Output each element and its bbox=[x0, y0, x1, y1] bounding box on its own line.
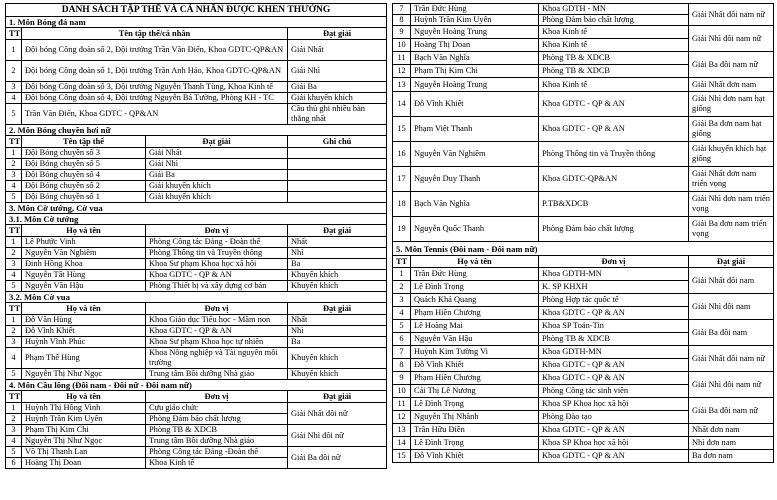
row-name: Lê Đình Trọng bbox=[411, 437, 539, 450]
row-name: Lê Đình Trọng bbox=[411, 281, 539, 294]
row-name: Nguyễn Văn Hậu bbox=[22, 281, 146, 292]
row-name: Đỗ Vĩnh Khiết bbox=[411, 92, 539, 117]
row-name: Trần Đức Hùng bbox=[411, 4, 539, 15]
row-note bbox=[288, 181, 387, 192]
row-name: Phạm Thị Kim Chi bbox=[411, 65, 539, 78]
row-name: Đinh Hồng Khoa bbox=[22, 259, 146, 270]
row-name: Nguyễn Thị Nhành bbox=[411, 411, 539, 424]
row-award: Nhì đơn nam bbox=[689, 437, 774, 450]
row-tt: 15 bbox=[393, 450, 411, 463]
col-header-name: Họ và tên bbox=[22, 391, 146, 403]
row-unit: Khoa GDTC - QP & AN bbox=[539, 450, 689, 463]
row-award: Nhất đơn nam bbox=[689, 424, 774, 437]
row-name: Nguyễn Tất Hùng bbox=[22, 270, 146, 281]
col-header-tt: TT bbox=[393, 256, 411, 268]
row-name: Huỳnh Trần Kim Uyên bbox=[411, 15, 539, 26]
row-name: Nguyễn Văn Hậu bbox=[411, 333, 539, 346]
row-note bbox=[288, 192, 387, 203]
row-tt: 5 bbox=[6, 192, 22, 203]
row-unit: Khoa Kinh tế bbox=[539, 26, 689, 39]
row-team: Đội Bóng chuyền số 5 bbox=[22, 159, 146, 170]
row-unit: Trung tâm Bồi dưỡng Nhà giáo bbox=[146, 369, 288, 380]
row-tt: 15 bbox=[393, 117, 411, 142]
row-award: Giải Nhì đôi nam nữ bbox=[689, 26, 774, 52]
row-tt: 8 bbox=[393, 359, 411, 372]
row-unit: Khoa GDTC - QP & AN bbox=[539, 372, 689, 385]
col-header-tt: TT bbox=[6, 391, 22, 403]
row-name: Đội bóng Công đoàn số 1, Đội trưởng Trần Anh Hảo, Khoa GDTC-QP&AN bbox=[22, 61, 288, 82]
row-unit: Khoa GDTC - QP & AN bbox=[146, 270, 288, 281]
col-header-tt: TT bbox=[6, 28, 22, 40]
row-unit: Cựu giáo chức bbox=[146, 403, 288, 414]
row-unit: Khoa GDTC-QP&AN bbox=[539, 167, 689, 192]
row-team: Đội Bóng chuyền số 2 bbox=[22, 181, 146, 192]
col-header-name: Họ và tên bbox=[22, 303, 146, 315]
row-award: Khuyến khích bbox=[288, 281, 387, 292]
row-name: Nguyễn Hoàng Trung bbox=[411, 26, 539, 39]
row-tt: 4 bbox=[6, 348, 22, 369]
col-header-tt: TT bbox=[6, 225, 22, 237]
row-tt: 1 bbox=[6, 403, 22, 414]
row-tt: 4 bbox=[393, 307, 411, 320]
row-tt: 1 bbox=[6, 40, 22, 61]
row-unit: Phòng Thiết bị và xây dựng cơ bản bbox=[146, 281, 288, 292]
row-tt: 3 bbox=[6, 82, 22, 93]
row-name: Huỳnh Trần Kim Uyên bbox=[22, 414, 146, 425]
row-tt: 1 bbox=[6, 315, 22, 326]
row-tt: 2 bbox=[6, 61, 22, 82]
row-note bbox=[288, 170, 387, 181]
col-header-award: Đạt giải bbox=[689, 256, 774, 268]
awards-table-left bbox=[5, 3, 387, 469]
row-unit: Phòng TB & XDCB bbox=[539, 65, 689, 78]
row-award: Giải khuyến khích bbox=[288, 93, 387, 104]
row-award: Nhất bbox=[288, 237, 387, 248]
section-football-heading: 1. Môn Bóng đá nam bbox=[6, 17, 387, 28]
row-name: Huỳnh Thị Hồng Vinh bbox=[22, 403, 146, 414]
row-name: Hoàng Thị Doan bbox=[411, 39, 539, 52]
row-tt: 5 bbox=[6, 104, 22, 125]
row-tt: 2 bbox=[6, 159, 22, 170]
row-award: Khuyến khích bbox=[288, 348, 387, 369]
row-tt: 2 bbox=[6, 326, 22, 337]
row-tt: 8 bbox=[393, 15, 411, 26]
row-tt: 13 bbox=[393, 424, 411, 437]
row-award: Khuyến khích bbox=[288, 369, 387, 380]
col-header-award: Đạt giải bbox=[288, 303, 387, 315]
col-header-unit: Đơn vị bbox=[539, 256, 689, 268]
row-name: Phạm Hiền Chương bbox=[411, 372, 539, 385]
row-award: Giải Nhất đôi nữ bbox=[288, 403, 387, 425]
row-name: Lê Phước Vinh bbox=[22, 237, 146, 248]
row-award: Giải Nhất bbox=[146, 148, 288, 159]
row-award: Giải Nhất đôi nam nữ bbox=[689, 4, 774, 26]
row-name: Đỗ Văn Hùng bbox=[22, 315, 146, 326]
row-unit: Phòng TB & XDCB bbox=[539, 333, 689, 346]
row-tt: 19 bbox=[393, 217, 411, 242]
row-award: Giải Nhì bbox=[146, 159, 288, 170]
row-unit: Khoa Kinh tế bbox=[539, 39, 689, 52]
row-unit: Khoa GDTH-MN bbox=[539, 268, 689, 281]
row-tt: 6 bbox=[393, 333, 411, 346]
row-tt: 12 bbox=[393, 411, 411, 424]
col-header-award: Đạt giải bbox=[288, 28, 387, 40]
row-name: Huỳnh Kim Tường Vi bbox=[411, 346, 539, 359]
row-tt: 16 bbox=[393, 142, 411, 167]
row-award: Ba bbox=[288, 259, 387, 270]
row-name: Đội bóng Công đoàn số 3, Đội trưởng Nguyễn Thanh Tùng, Khoa Kinh tế bbox=[22, 82, 288, 93]
row-award: Ba bbox=[288, 337, 387, 348]
row-tt: 17 bbox=[393, 167, 411, 192]
row-tt: 9 bbox=[393, 372, 411, 385]
row-tt: 13 bbox=[393, 78, 411, 92]
section-badminton-heading: 4. Môn Cầu lông (Đôi nam - Đôi nữ - Đôi nam nữ) bbox=[6, 380, 387, 391]
row-unit: Phòng Hợp tác quốc tế bbox=[539, 294, 689, 307]
row-award: Giải Nhì đôi nữ bbox=[288, 425, 387, 447]
row-award: Nhì bbox=[288, 326, 387, 337]
row-award: Giải Nhì đôi nam nữ bbox=[689, 372, 774, 398]
col-header-team: Tên tập thể bbox=[22, 136, 146, 148]
col-header-name: Họ và tên bbox=[411, 256, 539, 268]
row-team: Đội Bóng chuyền số 4 bbox=[22, 170, 146, 181]
subsection-chess-heading: 3.2. Môn Cờ vua bbox=[6, 292, 387, 303]
row-award: Giải khuyến khích bbox=[146, 192, 288, 203]
row-name: Phạm Thị Kim Chi bbox=[22, 425, 146, 436]
row-name: Võ Thị Thanh Lan bbox=[22, 447, 146, 458]
row-tt: 5 bbox=[6, 369, 22, 380]
row-award: Giải Nhất bbox=[288, 40, 387, 61]
row-award: Giải Nhì đơn nam hạt giống bbox=[689, 92, 774, 117]
row-tt: 1 bbox=[6, 237, 22, 248]
row-award: Giải Nhì bbox=[288, 61, 387, 82]
col-header-unit: Đơn vị bbox=[146, 303, 288, 315]
right-column bbox=[392, 3, 773, 463]
row-award: Giải Ba bbox=[146, 170, 288, 181]
row-unit: Phòng Công tác Đảng - Đoàn thể bbox=[146, 237, 288, 248]
col-header-name: Tên tập thể/cá nhân bbox=[22, 28, 288, 40]
row-name: Nguyễn Thị Như Ngọc bbox=[22, 369, 146, 380]
row-tt: 5 bbox=[6, 447, 22, 458]
row-tt: 2 bbox=[6, 414, 22, 425]
row-unit: Khoa SP Toán-Tin bbox=[539, 320, 689, 333]
row-tt: 6 bbox=[6, 458, 22, 469]
col-header-tt: TT bbox=[6, 136, 22, 148]
row-name: Phạm Thế Hùng bbox=[22, 348, 146, 369]
row-award: Giải Ba đơn nam hạt giống bbox=[689, 117, 774, 142]
row-award: Cầu thủ ghi nhiều bàn thắng nhất bbox=[288, 104, 387, 125]
section-tennis-heading: 5. Môn Tennis (Đôi nam - Đôi nam nữ) bbox=[393, 242, 774, 256]
row-unit: Khoa GDTC - QP & AN bbox=[539, 92, 689, 117]
row-award: Giải Ba đôi nam bbox=[689, 320, 774, 346]
row-unit: Khoa GDTC - QP & AN bbox=[539, 117, 689, 142]
row-name: Đội bóng Công đoàn số 4, Đội trưởng Nguyễn Bá Tường, Phòng KH - TC bbox=[22, 93, 288, 104]
subsection-xiangqi-heading: 3.1. Môn Cờ tướng bbox=[6, 214, 387, 225]
row-unit: Khoa Giáo dục Tiểu học - Mầm non bbox=[146, 315, 288, 326]
row-tt: 11 bbox=[393, 52, 411, 65]
row-unit: Phòng Đảm bảo chất lượng bbox=[539, 15, 689, 26]
row-tt: 11 bbox=[393, 398, 411, 411]
row-name: Nguyễn Văn Nghiêm bbox=[411, 142, 539, 167]
row-award: Giải Nhất đôi nam bbox=[689, 268, 774, 294]
col-header-name: Họ và tên bbox=[22, 225, 146, 237]
row-tt: 3 bbox=[6, 337, 22, 348]
row-unit: Trung tâm Bồi dưỡng Nhà giáo bbox=[146, 436, 288, 447]
section-chess-heading: 3. Môn Cờ tướng, Cờ vua bbox=[6, 203, 387, 214]
row-tt: 4 bbox=[6, 93, 22, 104]
row-award: Nhất bbox=[288, 315, 387, 326]
row-name: Đỗ Vĩnh Khiết bbox=[411, 359, 539, 372]
row-name: Hoàng Thị Doan bbox=[22, 458, 146, 469]
row-unit: Khoa GDTC - QP & AN bbox=[539, 359, 689, 372]
row-award: Giải Nhì đôi nam bbox=[689, 294, 774, 320]
row-name: Trần Đức Hùng bbox=[411, 268, 539, 281]
document-title: DANH SÁCH TẬP THỂ VÀ CÁ NHÂN ĐƯỢC KHEN THƯỞNG bbox=[6, 4, 387, 17]
row-name: Đội bóng Công đoàn số 2, Đội trưởng Trần Văn Điển, Khoa GDTC-QP&AN bbox=[22, 40, 288, 61]
row-award: Giải Ba đôi nam nữ bbox=[689, 52, 774, 78]
row-tt: 3 bbox=[6, 170, 22, 181]
row-team: Đội Bóng chuyền số 1 bbox=[22, 192, 146, 203]
row-unit: Khoa GDTC - QP & AN bbox=[146, 326, 288, 337]
section-volleyball-heading: 2. Môn Bóng chuyền hơi nữ bbox=[6, 125, 387, 136]
row-award: Giải khuyến khích hạt giống bbox=[689, 142, 774, 167]
row-award: Khuyến khích bbox=[288, 270, 387, 281]
row-unit: Khoa GDTC - QP & AN bbox=[539, 424, 689, 437]
row-tt: 7 bbox=[393, 4, 411, 15]
row-unit: Khoa GDTC - QP & AN bbox=[539, 307, 689, 320]
row-unit: Khoa GDTH-MN bbox=[539, 346, 689, 359]
row-unit: Khoa SP Khoa học xã hội bbox=[539, 437, 689, 450]
row-tt: 14 bbox=[393, 92, 411, 117]
row-name: Phạm Hiền Chương bbox=[411, 307, 539, 320]
row-unit: Phòng TB & XDCB bbox=[146, 425, 288, 436]
col-header-award: Đạt giải bbox=[288, 225, 387, 237]
row-unit: Khoa Kinh tế bbox=[146, 458, 288, 469]
row-unit: Khoa Sư phạm Khoa học xã hội bbox=[146, 259, 288, 270]
row-tt: 9 bbox=[393, 26, 411, 39]
row-name: Nguyễn Hoàng Trung bbox=[411, 78, 539, 92]
row-award: Giải khuyến khích bbox=[146, 181, 288, 192]
row-award: Giải Ba bbox=[288, 82, 387, 93]
row-award: Giải Ba đôi nam nữ bbox=[689, 398, 774, 424]
row-unit: Phòng TB & XDCB bbox=[539, 52, 689, 65]
row-name: Nguyễn Duy Thanh bbox=[411, 167, 539, 192]
awards-table-right bbox=[392, 3, 774, 463]
row-tt: 3 bbox=[6, 259, 22, 270]
row-award: Giải Nhất đơn nam bbox=[689, 78, 774, 92]
row-tt: 14 bbox=[393, 437, 411, 450]
col-header-note: Ghi chú bbox=[288, 136, 387, 148]
row-tt: 5 bbox=[6, 281, 22, 292]
left-column bbox=[5, 3, 386, 469]
row-tt: 4 bbox=[6, 270, 22, 281]
row-tt: 5 bbox=[393, 320, 411, 333]
row-team: Đội Bóng chuyền số 3 bbox=[22, 148, 146, 159]
row-name: Cái Thị Lê Nương bbox=[411, 385, 539, 398]
row-tt: 7 bbox=[393, 346, 411, 359]
row-award: Giải Nhất đơn nam triển vọng bbox=[689, 167, 774, 192]
row-tt: 3 bbox=[393, 294, 411, 307]
row-unit: Khoa Sư phạm Khoa học tự nhiên bbox=[146, 337, 288, 348]
row-name: Lê Hoàng Mai bbox=[411, 320, 539, 333]
row-unit: Phòng Thông tin và Truyền thông bbox=[539, 142, 689, 167]
row-award: Giải Ba đơn nam triển vọng bbox=[689, 217, 774, 242]
row-tt: 12 bbox=[393, 65, 411, 78]
row-name: Lê Đình Trọng bbox=[411, 398, 539, 411]
row-unit: K. SP KHXH bbox=[539, 281, 689, 294]
row-name: Bạch Văn Nghĩa bbox=[411, 192, 539, 217]
row-unit: Khoa SP Khoa học xã hội bbox=[539, 398, 689, 411]
row-unit: Phòng Đào tạo bbox=[539, 411, 689, 424]
row-name: Quách Khả Quang bbox=[411, 294, 539, 307]
row-tt: 10 bbox=[393, 385, 411, 398]
row-tt: 18 bbox=[393, 192, 411, 217]
row-name: Nguyễn Thị Như Ngọc bbox=[22, 436, 146, 447]
row-unit: Khoa GDTH - MN bbox=[539, 4, 689, 15]
row-tt: 2 bbox=[393, 281, 411, 294]
row-unit: Khoa Kinh tế bbox=[539, 78, 689, 92]
row-tt: 10 bbox=[393, 39, 411, 52]
row-tt: 3 bbox=[6, 425, 22, 436]
row-tt: 1 bbox=[393, 268, 411, 281]
row-note bbox=[288, 159, 387, 170]
row-unit: Phòng Công tác sinh viên bbox=[539, 385, 689, 398]
row-name: Phạm Việt Thanh bbox=[411, 117, 539, 142]
row-unit: Khoa Nông nghiệp và Tài nguyên môi trường bbox=[146, 348, 288, 369]
row-tt: 4 bbox=[6, 436, 22, 447]
row-name: Bạch Văn Nghĩa bbox=[411, 52, 539, 65]
row-award: Giải Ba đôi nữ bbox=[288, 447, 387, 469]
col-header-award: Đạt giải bbox=[288, 391, 387, 403]
row-unit: Phòng Công tác Đảng -Đoàn thể bbox=[146, 447, 288, 458]
row-name: Trần Hữu Điền bbox=[411, 424, 539, 437]
row-name: Huỳnh Vĩnh Phúc bbox=[22, 337, 146, 348]
row-award: Giải Nhì đơn nam triển vọng bbox=[689, 192, 774, 217]
row-note bbox=[288, 148, 387, 159]
row-name: Đỗ Vĩnh Khiết bbox=[411, 450, 539, 463]
row-award: Ba đơn nam bbox=[689, 450, 774, 463]
row-name: Nguyễn Văn Nghiêm bbox=[22, 248, 146, 259]
row-tt: 1 bbox=[6, 148, 22, 159]
row-unit: P.TB&XDCB bbox=[539, 192, 689, 217]
row-unit: Phòng Thông tin và Truyền thông bbox=[146, 248, 288, 259]
row-name: Trần Văn Điển, Khoa GDTC - QP&AN bbox=[22, 104, 288, 125]
row-tt: 2 bbox=[6, 248, 22, 259]
row-award: Giải Nhất đôi nam nữ bbox=[689, 346, 774, 372]
row-name: Nguyễn Quốc Thanh bbox=[411, 217, 539, 242]
row-unit: Phòng Đảm bảo chất lượng bbox=[539, 217, 689, 242]
row-unit: Phòng Đảm bảo chất lượng bbox=[146, 414, 288, 425]
col-header-unit: Đơn vị bbox=[146, 391, 288, 403]
row-tt: 4 bbox=[6, 181, 22, 192]
row-name: Đỗ Vĩnh Khiết bbox=[22, 326, 146, 337]
col-header-unit: Đơn vị bbox=[146, 225, 288, 237]
col-header-tt: TT bbox=[6, 303, 22, 315]
col-header-award: Đạt giải bbox=[146, 136, 288, 148]
row-award: Nhì bbox=[288, 248, 387, 259]
